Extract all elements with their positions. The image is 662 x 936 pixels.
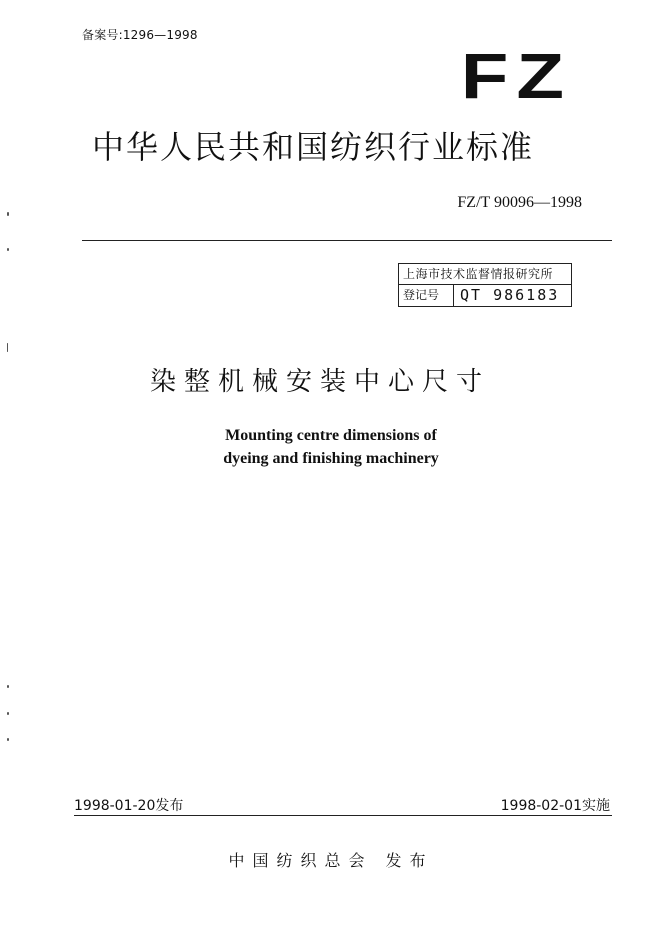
fz-logo: FZ — [460, 39, 572, 113]
scan-speck — [7, 248, 9, 251]
scan-speck — [7, 712, 9, 715]
stamp-reg-label: 登记号 — [399, 285, 454, 306]
document-title-english — [0, 424, 662, 470]
stamp-institute: 上海市技术监督情报研究所 — [399, 264, 571, 285]
standard-name: 中华人民共和国纺织行业标准 — [92, 128, 535, 166]
scan-speck — [7, 738, 9, 741]
stamp-reg-number: QT 986183 — [460, 286, 560, 304]
document-title-chinese: 染整机械安装中心尺寸 — [150, 367, 491, 397]
issue-date: 1998-01-20发布 — [74, 798, 184, 814]
scan-speck — [7, 343, 8, 352]
english-title-line-1: Mounting centre dimensions of — [225, 427, 437, 444]
publisher: 中国纺织总会 发布 — [228, 851, 434, 870]
english-title-line-2: dyeing and finishing machinery — [223, 450, 439, 467]
implementation-date: 1998-02-01实施 — [500, 798, 610, 814]
filing-number: 备案号:1296—1998 — [82, 28, 198, 42]
registration-stamp — [398, 263, 572, 307]
footer-divider — [74, 815, 612, 816]
scan-speck — [7, 212, 9, 216]
header-divider — [82, 240, 612, 241]
standard-code: FZ/T 90096—1998 — [457, 194, 582, 211]
scan-speck — [7, 685, 9, 688]
